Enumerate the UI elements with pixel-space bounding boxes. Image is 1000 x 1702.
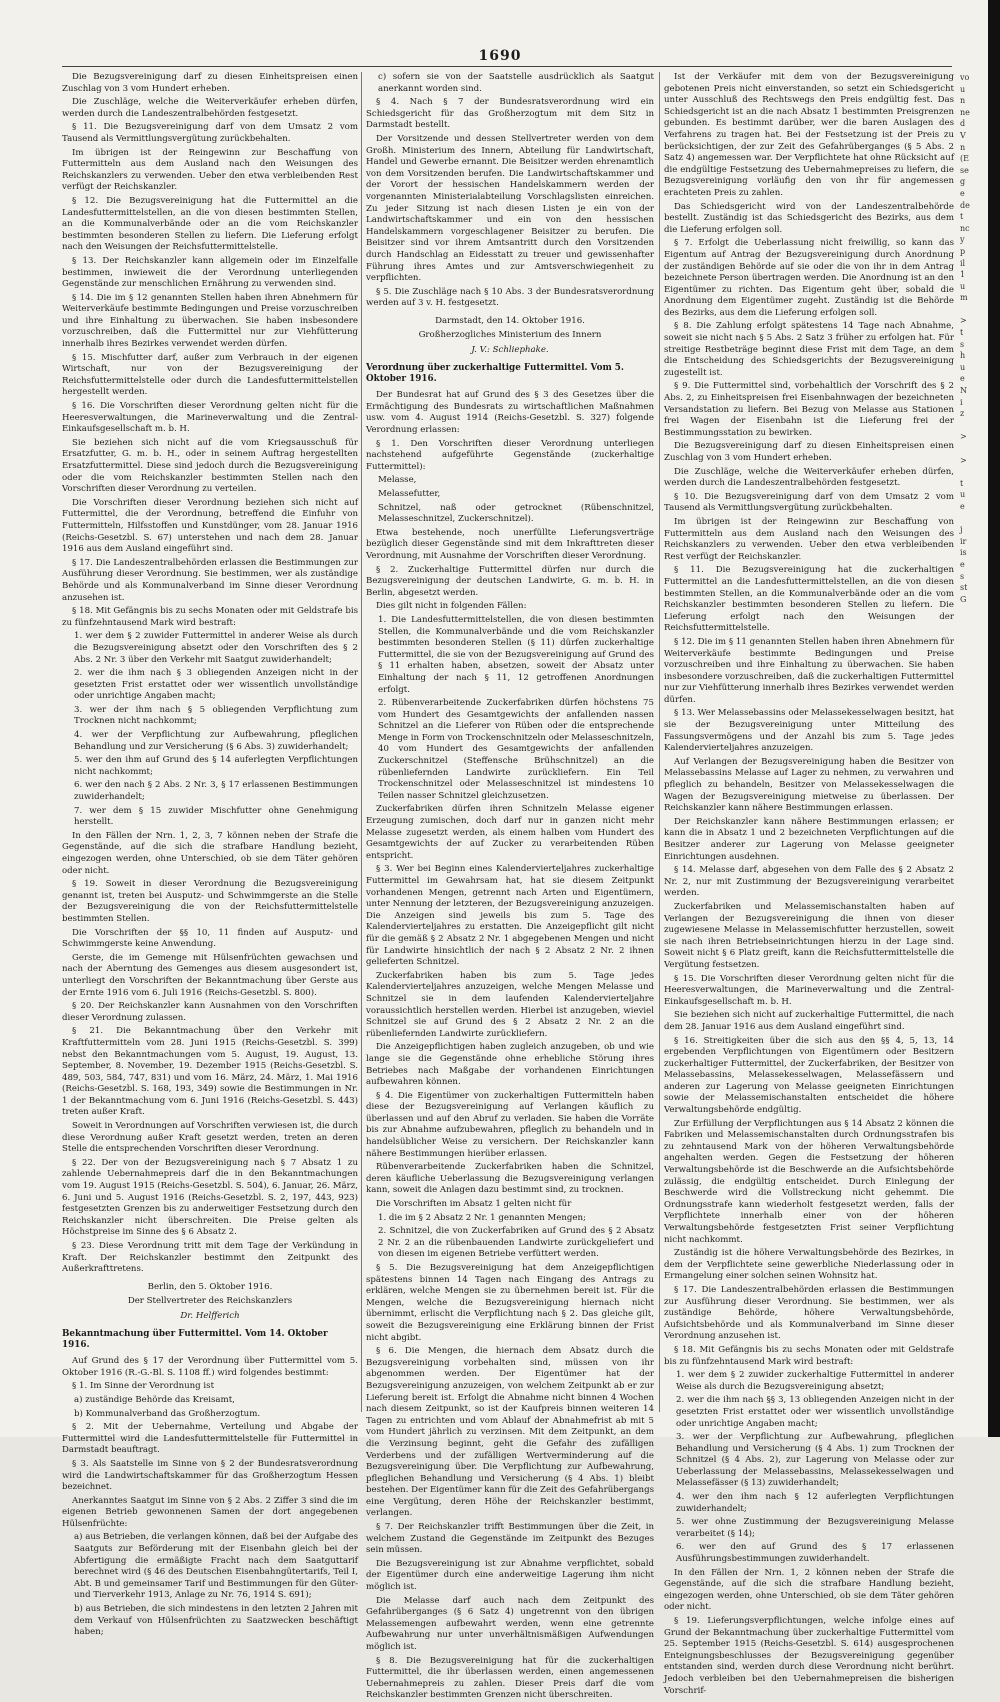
list-item: 6. wer den auf Grund des § 17 erlassenen Ausführungsbestimmungen zuwiderhandelt. <box>676 1542 954 1565</box>
date-line: Berlin, den 5. Oktober 1916. <box>147 1281 273 1292</box>
list-item: 4. wer der Verpflichtung zur Aufbewahrung, pfleglichen Behandlung und zur Versicherung (§ 6 Abs. 3) zuwiderhandelt; <box>74 730 358 752</box>
list-item: Melassefutter, <box>378 489 441 499</box>
paragraph: § 1. Den Vorschriften dieser Verordnung unterliegen nachstehend aufgeführte Gegenstände (zuckerhaltige Futtermittel): <box>366 438 654 472</box>
column-2 <box>366 72 654 1701</box>
margin-fragment: y <box>960 235 965 245</box>
paragraph: Der Vorsitzende und dessen Stellvertreter werden von dem Großh. Ministerium des Innern, Abteilung für Landwirtschaft, Handel und Gewerbe ernannt. Die Beisitzer werden ehrenamtlich von dem Vorsitzenden berufen. Die Landwirtschaftskammer und der Vorort der hessischen Handelskammern werden der vorgenannten Ministerialabteilung Vorschlagslisten einreichen. Zu jeder Sitzung ist nach diesen Listen je ein von der Landwirtschaftskammer und ein von den hessischen Handelskammern vorgeschlagener Beisitzer zu berufen. Die Beisitzer sind vor ihrem Amtsantritt durch den Vorsitzenden durch Handschlag an Eidesstatt zu treuer und gewissenhafter Führung ihres Amtes und zur Amtsverschwiegenheit zu verpflichten. <box>366 133 654 284</box>
paragraph: § 13. Der Reichskanzler kann allgemein oder im Einzelfalle bestimmen, inwieweit die der Verordnung unterliegenden Gegenstände zur menschlichen Ernährung zu verwenden sind. <box>62 255 358 290</box>
margin-fragment: is <box>960 548 967 558</box>
paragraph: Zuckerfabriken dürfen ihren Schnitzeln Melasse eigener Erzeugung zumischen, doch darf nur in ganzen nicht mehr Melasse zugesetzt werden, als einem halben vom Hundert des Gesamtgewichts der auf Zucker zu verarbeitenden Rüben entspricht. <box>366 804 654 861</box>
column-divider <box>361 72 362 1412</box>
paragraph: Zuckerfabriken haben bis zum 5. Tage jedes Kalendervierteljahres anzuzeigen, welche Mengen Melasse und Schnitzel sie in dem laufenden Kalendervierteljahre voraussichtlich herstellen werden. Hierbei ist anzugeben, wieviel Schnitzel sie auf Grund des § 2 Absatz 2 Nr. 2 an die rübenliefernden Landwirte zurückliefern. <box>366 970 654 1039</box>
list-item: 5. wer den ihm auf Grund des § 14 auferlegten Verpflichtungen nicht nachkommt; <box>74 755 358 777</box>
margin-fragment: u <box>960 281 966 291</box>
margin-fragment: > <box>960 432 967 442</box>
margin-fragment: ir <box>960 536 967 546</box>
paragraph: § 19. Lieferungsverpflichtungen, welche infolge eines auf Grund der Bekanntmachung über zuckerhaltige Futtermittel vom 25. September 1915 (Reichs-Gesetzbl. S. 614) ausgesprochenen Enteignungsbeschlusses der Bezugsvereinigung gegenüber entstanden sind, werden durch diese Verordnung nicht berührt. Jedoch verbleiben bei den Uebernahmepreisen die bisherigen Vorschrif- <box>664 1616 954 1696</box>
paragraph: § 16. Die Vorschriften dieser Verordnung gelten nicht für die Heeresverwaltungen, die Marineverwaltung und die Zentral-Einkaufsgesellschaft m. b. H. <box>62 401 358 435</box>
column-1 <box>62 72 359 1638</box>
paragraph: § 15. Die Vorschriften dieser Verordnung gelten nicht für die Heeresverwaltungen, die Marineverwaltung und die Zentral-Einkaufsgesellschaft m. b. H. <box>664 973 954 1007</box>
margin-fragment: i <box>960 397 963 407</box>
paragraph: § 1. Im Sinne der Verordnung ist <box>72 1381 215 1392</box>
paragraph: § 3. Als Saatstelle im Sinne von § 2 der Bundesratsverordnung wird die Landwirtschaftskammer für das Großherzogtum Hessen bezeichnet. <box>62 1458 358 1493</box>
margin-fragment: n <box>960 142 966 152</box>
paragraph: Der Reichskanzler kann nähere Bestimmungen erlassen; er kann die in Absatz 1 und 2 bezeichneten Verpflichtungen auf die Besitzer anderer zur Lagerung von Melasse geeigneter Einrichtungen ausdehnen. <box>664 816 954 862</box>
list-item: 1. die im § 2 Absatz 2 Nr. 1 genannten Mengen; <box>378 1212 586 1223</box>
paragraph: Im übrigen ist der Reingewinn zur Beschaffung von Futtermitteln aus dem Ausland nach den Weisungen des Reichskanzlers zu verwenden. Ueber den etwa verbleibenden Rest verfügt der Reichskanzler. <box>664 516 954 562</box>
paragraph: Dies gilt nicht in folgenden Fällen: <box>376 601 527 612</box>
margin-fragment: m <box>960 293 968 303</box>
margin-fragment: e <box>960 501 965 511</box>
page-edge-shadow <box>988 0 1000 1437</box>
margin-fragment: t <box>960 328 964 338</box>
paragraph: § 18. Mit Gefängnis bis zu sechs Monaten oder mit Geldstrafe bis zu fünfzehntausend Mark wird bestraft: <box>62 606 358 628</box>
paragraph: Die Zuschläge, welche die Weiterverkäufer erheben dürfen, werden durch die Landeszentralbehörden festgesetzt. <box>62 97 358 119</box>
margin-fragment: se <box>960 165 969 175</box>
paragraph: Sie beziehen sich nicht auf die vom Kriegsausschuß für Ersatzfutter, G. m. b. H., oder in seinem Auftrag hergestellten Ersatzfuttermittel. Diese sind jedoch durch die Bezugsvereinigung oder die vom Reichskanzler bestimmten Stellen nach den Vorschriften dieser Verordnung zu verteilen. <box>62 437 358 495</box>
margin-fragment <box>960 443 986 455</box>
paragraph: Die Anzeigepflichtigen haben zugleich anzugeben, ob und wie lange sie die Gegenstände ohne erhebliche Störung ihres Betriebes nach Maßgabe der vorhandenen Einrichtungen aufbewahren können. <box>366 1042 654 1088</box>
paragraph: § 23. Diese Verordnung tritt mit dem Tage der Verkündung in Kraft. Der Reichskanzler bestimmt den Zeitpunkt des Außerkrafttretens. <box>62 1241 358 1275</box>
margin-fragment: G <box>960 594 967 604</box>
paragraph: § 21. Die Bekanntmachung über den Verkehr mit Kraftfuttermitteln vom 28. Juni 1915 (Reichs-Gesetzbl. S. 399) nebst den Bekanntmachungen vom 5. August, 19. August, 13. September, 8. November, 19. Dezember 1915 (Reichs-Gesetzbl. S. 489, 503, 584, 747, 831) und vom 16. März, 24. März, 1. Mai 1916 (Reichs-Gesetzbl. S. 168, 193, 349) sowie die Bestimmungen in Nr. 1 der Bekanntmachung vom 6. Juni 1916 (Reichs-Gesetzbl. S. 443) treten außer Kraft. <box>62 1026 358 1118</box>
list-item: 5. wer ohne Zustimmung der Bezugsvereinigung Melasse verarbeitet (§ 14); <box>676 1517 954 1539</box>
paragraph: Auf Verlangen der Bezugsvereinigung haben die Besitzer von Melassebassins Melasse auf Lager zu nehmen, zu verwahren und pfleglich zu behandeln, Besitzer von Melassekesselwagen die Wagen der Bezugsvereinigung mietweise zu überlassen. Der Reichskanzler kann nähere Bestimmungen erlassen. <box>664 756 954 814</box>
margin-fragment: t <box>960 212 964 222</box>
paragraph: § 7. Der Reichskanzler trifft Bestimmungen über die Zeit, in welchem Zustand die Gegenstände im Zeitpunkt des Bezuges sein müssen. <box>366 1522 654 1556</box>
margin-fragment: d <box>960 119 966 129</box>
column-3 <box>664 72 954 1696</box>
paragraph: Die Bezugsvereinigung ist zur Abnahme verpflichtet, sobald der Eigentümer durch eine anderweitige Lagerung ihm nicht möglich ist. <box>366 1558 654 1593</box>
margin-fragment: 1 <box>960 270 966 280</box>
paragraph: § 3. Wer bei Beginn eines Kalendervierteljahres zuckerhaltige Futtermittel im Gewahrsam hat, hat sie diesem Zeitpunkt vorhandenen Mengen, getrennt nach Arten und Eigentümern, unter Nennung der letzteren, der Bezugsvereinigung anzuzeigen. Die Anzeigen sind jeweils bis zum 5. Tage des Kalendervierteljahres zu erstatten. Die Anzeigepflicht gilt nicht für die gemäß § 2 Absatz 2 Nr. 1 abgegebenen Mengen und nicht für Landwirte hinsichtlich der nach § 2 Absatz 2 Nr. 2 ihnen gelieferten Schnitzel. <box>366 864 654 968</box>
margin-fragment: u <box>960 490 966 500</box>
paragraph: § 12. Die Bezugsvereinigung hat die Futtermittel an die Landesfuttermittelstellen, an die von diesen bestimmten Stellen, an die Kommunalverbände oder an die vom Reichskanzler bestimmten besonderen Stellen zu liefern. Die Lieferung erfolgt nach den Weisungen der Reichsfuttermittelstelle. <box>62 195 358 253</box>
margin-fragment: s <box>960 571 965 581</box>
margin-fragment: > <box>960 455 967 465</box>
margin-fragment: vo <box>960 73 970 82</box>
paragraph: § 4. Nach § 7 der Bundesratsverordnung wird ein Schiedsgericht für das Großherzogtum mit dem Sitz in Darmstadt bestellt. <box>366 97 654 131</box>
paragraph: § 9. Die Futtermittel sind, vorbehaltlich der Vorschrift des § 2 Abs. 2, zu Einheitspreisen frei Eisenbahnwagen der bezeichneten Versandstation zu liefern. Bei Bezug von Melasse aus Stationen frei Wagen der Eisenbahn ist die Lieferung frei der Bestimmungsstation zu bewirken. <box>664 381 954 438</box>
paragraph: § 17. Die Landeszentralbehörden erlassen die Bestimmungen zur Ausführung dieser Verordnung. Sie bestimmen, wer als zuständige Behörde, höhere Verwaltungsbehörde, Aufsichtsbehörde und als Kommunalverband im Sinne dieser Verordnung anzusehen ist. <box>664 1284 954 1342</box>
margin-fragment: e <box>960 188 965 198</box>
paragraph: Gerste, die im Gemenge mit Hülsenfrüchten gewachsen und nach der Aberntung des Gemenges aus diesem ausgesondert ist, unterliegt den Vorschriften der Bekanntmachung über Gerste aus der Ernte 1916 vom 6. Juli 1916 (Reichs-Gesetzbl. S. 800). <box>62 952 358 998</box>
paragraph: Zur Erfüllung der Verpflichtungen aus § 14 Absatz 2 können die Fabriken und Melassemischanstalten durch Ordnungsstrafen bis zu zehntausend Mark von der höheren Verwaltungsbehörde angehalten werden. Gegen die Festsetzung der höheren Verwaltungsbehörde ist die Beschwerde an die Aufsichtsbehörde zulässig, die endgültig entscheidet. Durch Einlegung der Beschwerde wird die Vollstreckung nicht gehemmt. Die Ordnungsstrafe kann wiederholt festgesetzt werden, falls der Verpflichtete innerhalb einer von der höheren Verwaltungsbehörde festgesetzten Frist seiner Verpflichtung nicht nachkommt. <box>664 1118 954 1245</box>
paragraph: Die Bezugsvereinigung darf zu diesen Einheitspreisen einen Zuschlag von 3 vom Hundert erheben. <box>664 441 954 463</box>
paragraph: § 2. Zuckerhaltige Futtermittel dürfen nur durch die Bezugsvereinigung der deutschen Landwirte, G. m. b. H. in Berlin, abgesetzt werden. <box>366 564 654 598</box>
paragraph: § 14. Die im § 12 genannten Stellen haben ihren Abnehmern für Weiterverkäufe bestimmte Bedingungen und Preise vorzuschreiben und ihre Einhaltung zu überwachen. Sie haben insbesondere vorzuschreiben, daß die Futtermittel nur zur Viehfütterung innerhalb ihres Bezirkes verwendet werden dürfen. <box>62 292 358 350</box>
list-item: b) Kommunalverband das Großherzogtum. <box>74 1408 261 1419</box>
margin-fragment: u <box>960 84 966 94</box>
margin-fragment: > <box>960 316 967 326</box>
margin-fragment: ne <box>960 107 970 117</box>
list-item: 2. Schnitzel, die von Zuckerfabriken auf Grund des § 2 Absatz 2 Nr. 2 an die rübenbauenden Landwirte zurückgeliefert und von diesen im eigenen Betriebe verfüttert werden. <box>378 1226 654 1260</box>
section-heading: Verordnung über zuckerhaltige Futtermittel. Vom 5. Oktober 1916. <box>366 362 624 385</box>
list-item: 2. wer die ihm nach §§ 3, 13 obliegenden Anzeigen nicht in der gesetzten Frist erstattet oder wer wissentlich unvollständige oder unrichtige Angaben macht; <box>676 1395 954 1429</box>
paragraph: § 17. Die Landeszentralbehörden erlassen die Bestimmungen zur Ausführung dieser Verordnung. Sie bestimmen, wer als zuständige Behörde und als Kommunalverband im Sinne dieser Verordnung anzusehen ist. <box>62 557 358 603</box>
paragraph: Auf Grund des § 17 der Verordnung über Futtermittel vom 5. Oktober 1916 (R.-G.-Bl. S. 1108 ff.) wird folgendes bestimmt: <box>62 1356 358 1378</box>
paragraph: § 4. Die Eigentümer von zuckerhaltigen Futtermitteln haben diese der Bezugsvereinigung auf Verlangen käuflich zu überlassen und auf den Abruf zu verladen. Sie haben die Vorräte bis zur Abnahme aufzubewahren, pfleglich zu behandeln und in handelsüblicher Weise zu versichern. Der Reichskanzler kann nähere Bestimmungen hierüber erlassen. <box>366 1090 654 1159</box>
margin-fragment <box>960 304 986 316</box>
paragraph: § 11. Die Bezugsvereinigung darf von dem Umsatz 2 vom Tausend als Vermittlungsvergütung zurückbehalten. <box>62 122 358 144</box>
list-item: 6. wer den nach § 2 Abs. 2 Nr. 3, § 17 erlassenen Bestimmungen zuwiderhandelt; <box>74 780 358 803</box>
paragraph: § 20. Der Reichskanzler kann Ausnahmen von den Vorschriften dieser Verordnung zulassen. <box>62 1001 358 1023</box>
signature: J. V.: Schliephake. <box>471 345 549 356</box>
paragraph: Die Bezugsvereinigung darf zu diesen Einheitspreisen einen Zuschlag von 3 vom Hundert erheben. <box>62 72 358 94</box>
list-item: 2. wer die ihm nach § 3 obliegenden Anzeigen nicht in der gesetzten Frist erstattet oder wer wissentlich unvollständige oder unrichtige Angaben macht; <box>74 668 358 702</box>
paragraph: In den Fällen der Nrn. 1, 2, 3, 7 können neben der Strafe die Gegenstände, auf die sich die strafbare Handlung bezieht, eingezogen werden, ohne Unterschied, ob sie dem Täter gehören oder nicht. <box>62 830 358 876</box>
page-number: 1690 <box>478 48 522 64</box>
adjacent-page-margin <box>960 72 986 1412</box>
list-item: c) sofern sie von der Saatstelle ausdrücklich als Saatgut anerkannt worden sind. <box>378 72 654 94</box>
list-item: 2. Rübenverarbeitende Zuckerfabriken dürfen höchstens 75 vom Hundert des Gesamtgewichts der anfallenden nassen Schnitzel an die Lieferer von Rüben oder die entsprechende Menge in Form von Trockenschnitzeln oder Melasseschnitzeln, 40 vom Hundert des Gesamtgewichts der anfallenden Zuckerschnitzel (Steffensche Brühschnitzel) an die rübenliefernden Landwirte zurückliefern. Ein Teil Trockenschnitzel oder Melasseschnitzel ist mindestens 10 Teilen nasser Schnitzel gleichzusetzen. <box>378 698 654 801</box>
margin-fragment: V <box>960 130 966 140</box>
list-item: 7. wer dem § 15 zuwider Mischfutter ohne Genehmigung herstellt. <box>74 805 358 828</box>
paragraph: Das Schiedsgericht wird von der Landeszentralbehörde bestellt. Zuständig ist das Schiedsgericht des Bezirks, aus dem die Lieferung erfolgen soll. <box>664 201 954 235</box>
column-divider <box>659 72 660 1412</box>
margin-fragment <box>960 513 986 525</box>
margin-fragment: (E <box>960 154 969 164</box>
paragraph: § 14. Melasse darf, abgesehen von dem Falle des § 2 Absatz 2 Nr. 2, nur mit Zustimmung der Bezugsvereinigung verarbeitet werden. <box>664 865 954 899</box>
list-item: Schnitzel, naß oder getrocknet (Rübenschnitzel, Melasseschnitzel, Zuckerschnitzel). <box>378 502 654 525</box>
signature: Dr. Helfferich <box>180 1310 240 1321</box>
paragraph: § 13. Wer Melassebassins oder Melassekesselwagen besitzt, hat sie der Bezugsvereinigung unter Mitteilung des Fassungsvermögens und der Anzahl bis zum 5. Tage jedes Kalendervierteljahres anzuzeigen. <box>664 708 954 754</box>
paragraph: Etwa bestehende, noch unerfüllte Lieferungsverträge bezüglich dieser Gegenstände sind mit dem Inkrafttreten dieser Verordnung, mit Ausnahme der Vorschriften dieser Verordnung. <box>366 527 654 561</box>
margin-fragment <box>960 420 986 432</box>
paragraph: § 12. Die im § 11 genannten Stellen haben ihren Abnehmern für Weiterverkäufe bestimmte Bedingungen und Preise vorzuschreiben und ihre Einhaltung zu überwachen. Sie haben insbesondere vorzuschreiben, daß die zuckerhaltigen Futtermittel nur zur Viehfütterung innerhalb ihres Bezirkes verwendet werden dürfen. <box>664 636 954 705</box>
margin-fragment: g <box>960 177 966 187</box>
authority-line: Der Stellvertreter des Reichskanzlers <box>127 1296 293 1307</box>
paragraph: Die Melasse darf auch nach dem Zeitpunkt des Gefahrüberganges (§ 6 Satz 4) ungetrennt von den übrigen Melassemengen aufbewahrt werden, wenn eine getrennte Aufbewahrung nur unter unverhältnismäßigen Aufwendungen möglich ist. <box>366 1595 654 1652</box>
paragraph: § 6. Die Mengen, die hiernach dem Absatz durch die Bezugsvereinigung vorbehalten sind, müssen von ihr abgenommen werden. Der Eigentümer hat der Bezugsvereinigung anzuzeigen, von welchem Zeitpunkt ab er zur Lieferung bereit ist. Erfolgt die Abnahme nicht binnen 4 Wochen nach diesem Zeitpunkt, so ist der Kaufpreis binnen weiteren 14 Tagen zu entrichten und vom Ablauf der Abnahmefrist ab mit 5 vom Hundert jährlich zu verzinsen. Mit dem Zeitpunkt, an dem die Verzinsung beginnt, geht die Gefahr des zufälligen Verderbens und der zufälligen Wertverminderung auf die Bezugsvereinigung über. Die Verpflichtung zur Aufbewahrung, pfleglichen Behandlung und Versicherung (§ 4 Abs. 1) bleibt bestehen. Der Eigentümer kann für die Zeit des Gefahrübergangs eine Vergütung, deren Höhe der Reichskanzler bestimmt, verlangen. <box>366 1346 654 1519</box>
list-item: 4. wer den ihm nach § 12 auferlegten Verpflichtungen zuwiderhandelt; <box>676 1492 954 1514</box>
paragraph: Im übrigen ist der Reingewinn zur Beschaffung von Futtermitteln aus dem Ausland nach den Weisungen des Reichskanzlers zu verwenden. Ueber den etwa verbleibenden Rest verfügt der Reichskanzler. <box>62 147 358 193</box>
paragraph: In den Fällen der Nrn. 1, 2 können neben der Strafe die Gegenstände, auf die sich die strafbare Handlung bezieht, eingezogen werden, ohne Unterschied, ob sie dem Täter gehören oder nicht. <box>664 1567 954 1613</box>
date-line: Darmstadt, den 14. Oktober 1916. <box>435 315 585 326</box>
margin-fragment: u <box>960 362 966 372</box>
margin-fragment: j <box>960 525 963 535</box>
list-item: a) aus Betrieben, die verlangen können, daß bei der Aufgabe des Saatguts zur Beförderung mit der Eisenbahn gleich bei der Abfertigung die ermäßigte Fracht nach dem Saatguttarif berechnet wird (§ 46 des Deutschen Eisenbahngütertarifs, Teil I, Abt. B und gemeinsamer Tarif und Bestimmungen für den Güter- und Tierverkehr 1913, Anlage zu Nr. 76, 1914 S. 691); <box>74 1532 358 1601</box>
margin-fragment: il <box>960 258 966 268</box>
paragraph: § 8. Die Zahlung erfolgt spätestens 14 Tage nach Abnahme, soweit sie nicht nach § 5 Abs. 2 Satz 3 früher zu erfolgen hat. Für streitige Restbeträge beginnt diese Frist mit dem Tage, an dem die Entscheidung des Schiedsgerichts der Bezugsvereinigung zugestellt ist. <box>664 321 954 378</box>
list-item: Melasse, <box>378 475 417 486</box>
list-item: 1. wer dem § 2 zuwider zuckerhaltige Futtermittel in anderer Weise als durch die Bezugsvereinigung absetzt; <box>676 1370 954 1392</box>
paragraph: Zuständig ist die höhere Verwaltungsbehörde des Bezirkes, in dem der Verpflichtete seine gewerbliche Niederlassung oder in Ermangelung einer solchen seinen Wohnsitz hat. <box>664 1248 954 1282</box>
paragraph: Rübenverarbeitende Zuckerfabriken haben die Schnitzel, deren käufliche Ueberlassung die Bezugsvereinigung verlangen kann, soweit die Anlagen dazu bestimmt sind, zu trocknen. <box>366 1162 654 1196</box>
paragraph: Die Vorschriften im Absatz 1 gelten nicht für <box>376 1199 572 1210</box>
paragraph: Sie beziehen sich nicht auf zuckerhaltige Futtermittel, die nach dem 28. Januar 1916 aus dem Ausland eingeführt sind. <box>664 1010 954 1032</box>
margin-fragment: nc <box>960 223 970 233</box>
margin-fragment <box>960 466 986 478</box>
margin-fragment: n <box>960 96 966 106</box>
list-item: b) aus Betrieben, die sich mindestens in den letzten 2 Jahren mit dem Verkauf von Hülsenfrüchten zu Saatzwecken beschäftigt haben; <box>74 1604 358 1638</box>
paragraph: § 15. Mischfutter darf, außer zum Verbrauch in der eigenen Wirtschaft, nur von der Bezugsvereinigung der Reichsfuttermittelstelle oder durch die Landesfuttermittelstellen hergestellt werden. <box>62 352 358 398</box>
paragraph: § 7. Erfolgt die Ueberlassung nicht freiwillig, so kann das Eigentum auf Antrag der Bezugsvereinigung durch Anordnung der zuständigen Behörde auf sie oder die von ihr in dem Antrag bezeichnete Person übertragen werden. Die Anordnung ist an den Eigentümer zu richten. Das Eigentum geht über, sobald die Anordnung dem Eigentümer zugeht. Zuständig ist die Behörde des Bezirks, aus dem die Lieferung erfolgen soll. <box>664 238 954 318</box>
paragraph: Die Vorschriften der §§ 10, 11 finden auf Ausputz- und Schwimmgerste keine Anwendung. <box>62 927 358 950</box>
list-item: 1. wer dem § 2 zuwider Futtermittel in anderer Weise als durch die Bezugsvereinigung absetzt oder den Vorschriften des § 2 Abs. 2 Nr. 3 über den Verkehr mit Saatgut zuwiderhandelt; <box>74 631 358 665</box>
paragraph: Ist der Verkäufer mit dem von der Bezugsvereinigung gebotenen Preis nicht einverstanden, so setzt ein Schiedsgericht unter Ausschluß des Rechtswegs den Preis endgültig fest. Das Schiedsgericht ist an die nach Absatz 1 bestimmten Preisgrenzen gebunden. Es bestimmt darüber, wer die baren Auslagen des Verfahrens zu tragen hat. Bei der Festsetzung ist der Preis zu berücksichtigen, der zur Zeit des Gefahrüberganges (§ 5 Abs. 2 Satz 4) angemessen war. Der Verpflichtete hat ohne Rücksicht auf die endgültige Festsetzung des Uebernahmepreises zu liefern, die Bezugsvereinigung vorläufig den von ihr für angemessen erachteten Preis zu zahlen. <box>664 72 954 198</box>
paragraph: § 8. Die Bezugsvereinigung hat für die zuckerhaltigen Futtermittel, die ihr überlassen werden, einen angemessenen Uebernahmepreis zu zahlen. Dieser Preis darf die vom Reichskanzler bestimmten Grenzen nicht überschreiten. <box>366 1655 654 1701</box>
paragraph: § 5. Die Zuschläge nach § 10 Abs. 3 der Bundesratsverordnung werden auf 3 v. H. festgesetzt. <box>366 286 654 309</box>
paragraph: Der Bundesrat hat auf Grund des § 3 des Gesetzes über die Ermächtigung des Bundesrats zu wirtschaftlichen Maßnahmen usw. vom 4. August 1914 (Reichs-Gesetzbl. S. 327) folgende Verordnung erlassen: <box>366 390 654 436</box>
list-item: a) zuständige Behörde das Kreisamt, <box>74 1394 235 1405</box>
margin-fragment: h <box>960 351 966 361</box>
header-rule <box>62 66 952 67</box>
paragraph: Anerkanntes Saatgut im Sinne von § 2 Abs. 2 Ziffer 3 sind die im eigenen Betrieb gewonnenen Samen der dort angegebenen Hülsenfrüchte: <box>62 1495 358 1529</box>
margin-fragment: st <box>960 583 968 593</box>
margin-fragment: e <box>960 374 965 384</box>
paragraph: § 5. Die Bezugsvereinigung hat dem Anzeigepflichtigen spätestens binnen 14 Tagen nach Eingang des Antrags zu erklären, welche Mengen sie zu übernehmen bereit ist. Für die Mengen, welche die Bezugsvereinigung hiernach nicht übernimmt, erlischt die Verpflichtung nach § 2. Das gleiche gilt, soweit die Bezugsvereinigung eine Erklärung binnen der Frist nicht abgibt. <box>366 1263 654 1343</box>
section-heading: Bekanntmachung über Futtermittel. Vom 14. Oktober 1916. <box>62 1328 328 1351</box>
margin-fragment: z <box>960 409 965 419</box>
paragraph: § 19. Soweit in dieser Verordnung die Bezugsvereinigung genannt ist, treten bei Ausputz- und Schwimmgerste an die Stelle der Bezugsvereinigung die von der Reichsfuttermittelstelle bestimmten Stellen. <box>62 879 358 924</box>
paragraph: Die Vorschriften dieser Verordnung beziehen sich nicht auf Futtermittel, die der Verordnung, betreffend die Einfuhr von Futtermitteln, Hilfsstoffen und Kunstdünger, vom 28. Januar 1916 (Reichs-Gesetzbl. S. 67) unterstehen und nach dem 28. Januar 1916 aus dem Ausland eingeführt sind. <box>62 497 358 555</box>
authority-line: Großherzogliches Ministerium des Innern <box>418 330 602 341</box>
list-item: 1. Die Landesfuttermittelstellen, die von diesen bestimmten Stellen, die Kommunalverbände und die vom Reichskanzler bestimmten besonderen Stellen (§ 11) dürfen zuckerhaltige Futtermittel, die sie von der Bezugsvereinigung auf Grund des § 11 erhalten haben, absetzen, soweit der Absatz unter Einhaltung der nach § 11, 12 getroffenen Anordnungen erfolgt. <box>378 614 654 695</box>
list-item: 3. wer der ihm nach § 5 obliegenden Verpflichtung zum Trocknen nicht nachkommt; <box>74 704 358 727</box>
margin-fragment: s <box>960 339 965 349</box>
paragraph: § 2. Mit der Uebernahme, Verteilung und Abgabe der Futtermittel wird die Landesfuttermittelstelle für Futtermittel in Darmstadt beauftragt. <box>62 1422 358 1456</box>
margin-fragment: de <box>960 200 970 210</box>
paragraph: Die Zuschläge, welche die Weiterverkäufer erheben dürfen, werden durch die Landeszentralbehörden festgesetzt. <box>664 466 954 489</box>
margin-fragment: N <box>960 386 967 396</box>
list-item: 3. wer der Verpflichtung zur Aufbewahrung, pfleglichen Behandlung und Versicherung (§ 4 Abs. 1) zum Trocknen der Schnitzel (§ 4 Abs. 2), zur Lagerung von Melasse oder zur Ueberlassung der Melassebassins, Melassekesselwagen und Melassefässer (§ 13) zuwiderhandelt; <box>676 1432 954 1489</box>
paragraph: § 11. Die Bezugsvereinigung hat die zuckerhaltigen Futtermittel an die Landesfuttermittelstellen, an die von diesen bestimmten Stellen, an die Kommunalverbände oder an die vom Reichskanzler bestimmten besonderen Stellen zu liefern. Die Lieferung erfolgt nach den Weisungen der Reichsfuttermittelstelle. <box>664 565 954 634</box>
paragraph: § 18. Mit Gefängnis bis zu sechs Monaten oder mit Geldstrafe bis zu fünfzehntausend Mark wird bestraft: <box>664 1344 954 1367</box>
paragraph: Soweit in Verordnungen auf Vorschriften verwiesen ist, die durch diese Verordnung außer Kraft gesetzt werden, treten an deren Stelle die entsprechenden Vorschriften dieser Verordnung. <box>62 1121 358 1155</box>
paragraph: Zuckerfabriken und Melassemischanstalten haben auf Verlangen der Bezugsvereinigung die ihnen von dieser zugewiesene Melasse in Melassemischfutter herzustellen, soweit sie nach ihren Betriebseinrichtungen hierzu in der Lage sind. Soweit nicht § 6 Platz greift, kann die Reichsfuttermittelstelle die Vergütung festsetzen. <box>664 901 954 970</box>
margin-fragment: p <box>960 246 966 256</box>
paragraph: § 16. Streitigkeiten über die sich aus den §§ 4, 5, 13, 14 ergebenden Verpflichtungen von Eigentümern oder Besitzern zuckerhaltiger Futtermittel, der Zuckerfabriken, der Besitzer von Melassebassins, Melassekesselwagen, Melassefässern und anderen zur Lagerung von Melasse geeigneten Einrichtungen sowie der Melassemischanstalten entscheidet die höhere Verwaltungsbehörde endgültig. <box>664 1035 954 1116</box>
paragraph: § 10. Die Bezugsvereinigung darf von dem Umsatz 2 vom Tausend als Vermittlungsvergütung zurückbehalten. <box>664 491 954 514</box>
margin-fragment: t <box>960 478 964 488</box>
margin-fragment: e <box>960 559 965 569</box>
paragraph: § 22. Der von der Bezugsvereinigung nach § 7 Absatz 1 zu zahlende Uebernahmepreis darf die in den Bekanntmachungen vom 19. August 1915 (Reichs-Gesetzbl. S. 504), 6. Januar, 26. März, 6. Juni und 5. August 1916 (Reichs-Gesetzbl. S. 2, 197, 443, 923) festgesetzten Grenzen bis zu anderweitiger Festsetzung durch den Reichskanzler nicht überschreiten. Die Preise gelten als Höchstpreise im Sinne des § 6 Absatz 2. <box>62 1157 359 1238</box>
